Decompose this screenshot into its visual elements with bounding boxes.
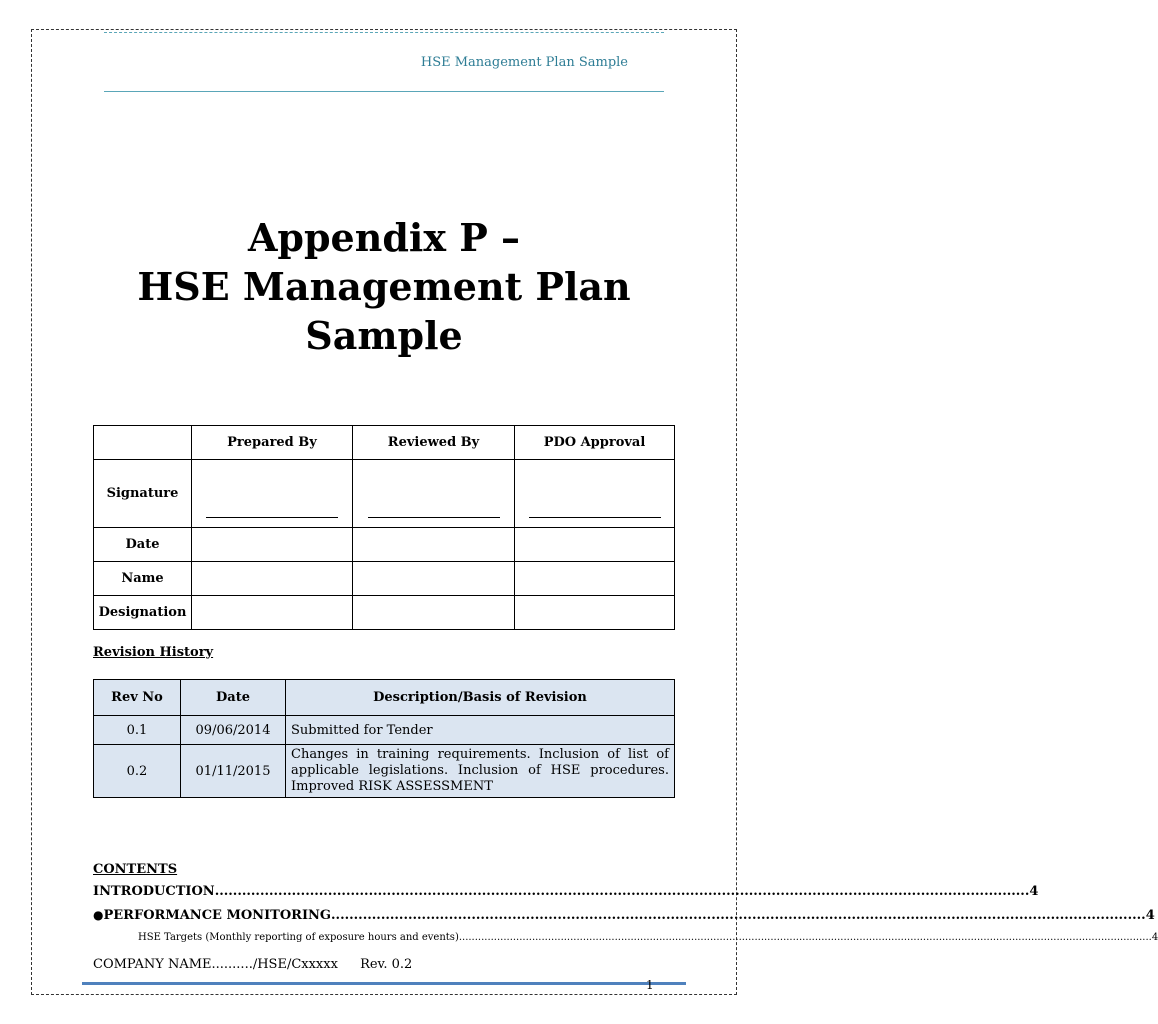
revision-date: 01/11/2015 xyxy=(181,745,286,798)
contents-heading: CONTENTS xyxy=(93,862,178,877)
toc-leader-dots: .................................................................................................................................................................................... xyxy=(331,908,1146,923)
toc-entry-hse-targets[interactable] xyxy=(138,932,1158,943)
approval-header-reviewed: Reviewed By xyxy=(353,426,515,460)
designation-cell-pdo[interactable] xyxy=(515,596,675,630)
name-cell-pdo[interactable] xyxy=(515,562,675,596)
revision-header-rev: Rev No xyxy=(94,680,181,716)
revision-header-row xyxy=(94,680,675,716)
approval-row-designation xyxy=(94,596,675,630)
footer-rule xyxy=(82,982,686,985)
revision-header-date: Date xyxy=(181,680,286,716)
footer-text xyxy=(93,957,430,972)
revision-row xyxy=(94,716,675,745)
revision-date: 09/06/2014 xyxy=(181,716,286,745)
date-cell-prepared[interactable] xyxy=(192,528,353,562)
document-title-line3: Sample xyxy=(305,313,463,358)
toc-page-number: 4 xyxy=(1029,884,1039,899)
header-bottom-rule xyxy=(104,91,664,92)
footer-revision: Rev. 0.2 xyxy=(360,957,413,972)
footer-company: COMPANY NAME........../HSE/Cxxxxx xyxy=(93,957,338,972)
signature-line xyxy=(529,505,661,518)
revision-history-heading: Revision History xyxy=(93,645,214,660)
signature-line xyxy=(206,505,338,518)
toc-leader-dots: .......................................................................................................................................................................................................................... xyxy=(458,932,1152,943)
toc-page-number: 4 xyxy=(1145,908,1155,923)
approval-row-signature xyxy=(94,460,675,528)
approval-header-prepared: Prepared By xyxy=(192,426,353,460)
designation-cell-reviewed[interactable] xyxy=(353,596,515,630)
approval-header-pdo: PDO Approval xyxy=(515,426,675,460)
signature-cell-pdo[interactable] xyxy=(515,460,675,528)
document-title xyxy=(104,213,664,360)
signature-line xyxy=(368,505,500,518)
date-cell-reviewed[interactable] xyxy=(353,528,515,562)
approval-row-name xyxy=(94,562,675,596)
approval-row-date xyxy=(94,528,675,562)
approval-table xyxy=(93,425,675,630)
toc-entry-performance-monitoring[interactable] xyxy=(93,908,1155,923)
date-cell-pdo[interactable] xyxy=(515,528,675,562)
revision-row xyxy=(94,745,675,798)
approval-header-row xyxy=(94,426,675,460)
approval-row-label: Date xyxy=(94,528,192,562)
page-number: 1 xyxy=(646,978,654,992)
name-cell-prepared[interactable] xyxy=(192,562,353,596)
toc-leader-dots: .................................................................................................................................................................................... xyxy=(214,884,1030,899)
toc-label: INTRODUCTION xyxy=(93,884,215,899)
revision-description: Submitted for Tender xyxy=(286,716,675,745)
header-title: HSE Management Plan Sample xyxy=(420,55,628,70)
revision-history-table xyxy=(93,679,675,798)
signature-cell-reviewed[interactable] xyxy=(353,460,515,528)
document-title-line1: Appendix P – xyxy=(247,215,521,260)
document-title-line2: HSE Management Plan xyxy=(137,264,631,309)
approval-row-label: Signature xyxy=(94,460,192,528)
designation-cell-prepared[interactable] xyxy=(192,596,353,630)
toc-label: HSE Targets (Monthly reporting of exposure hours and events) xyxy=(138,932,459,943)
toc-entry-introduction[interactable] xyxy=(93,884,1039,899)
approval-row-label: Designation xyxy=(94,596,192,630)
approval-row-label: Name xyxy=(94,562,192,596)
revision-rev-no: 0.2 xyxy=(94,745,181,798)
revision-header-description: Description/Basis of Revision xyxy=(286,680,675,716)
header-top-rule xyxy=(104,32,664,33)
approval-header-blank xyxy=(94,426,192,460)
signature-cell-prepared[interactable] xyxy=(192,460,353,528)
toc-label: PERFORMANCE MONITORING xyxy=(103,908,332,923)
revision-rev-no: 0.1 xyxy=(94,716,181,745)
toc-page-number: 4 xyxy=(1151,932,1158,943)
bullet-icon: ● xyxy=(93,908,104,922)
name-cell-reviewed[interactable] xyxy=(353,562,515,596)
revision-description: Changes in training requirements. Inclusion of list of applicable legislations. Inclusion of HSE procedures. Improved RISK ASSESSMENT xyxy=(286,745,675,798)
